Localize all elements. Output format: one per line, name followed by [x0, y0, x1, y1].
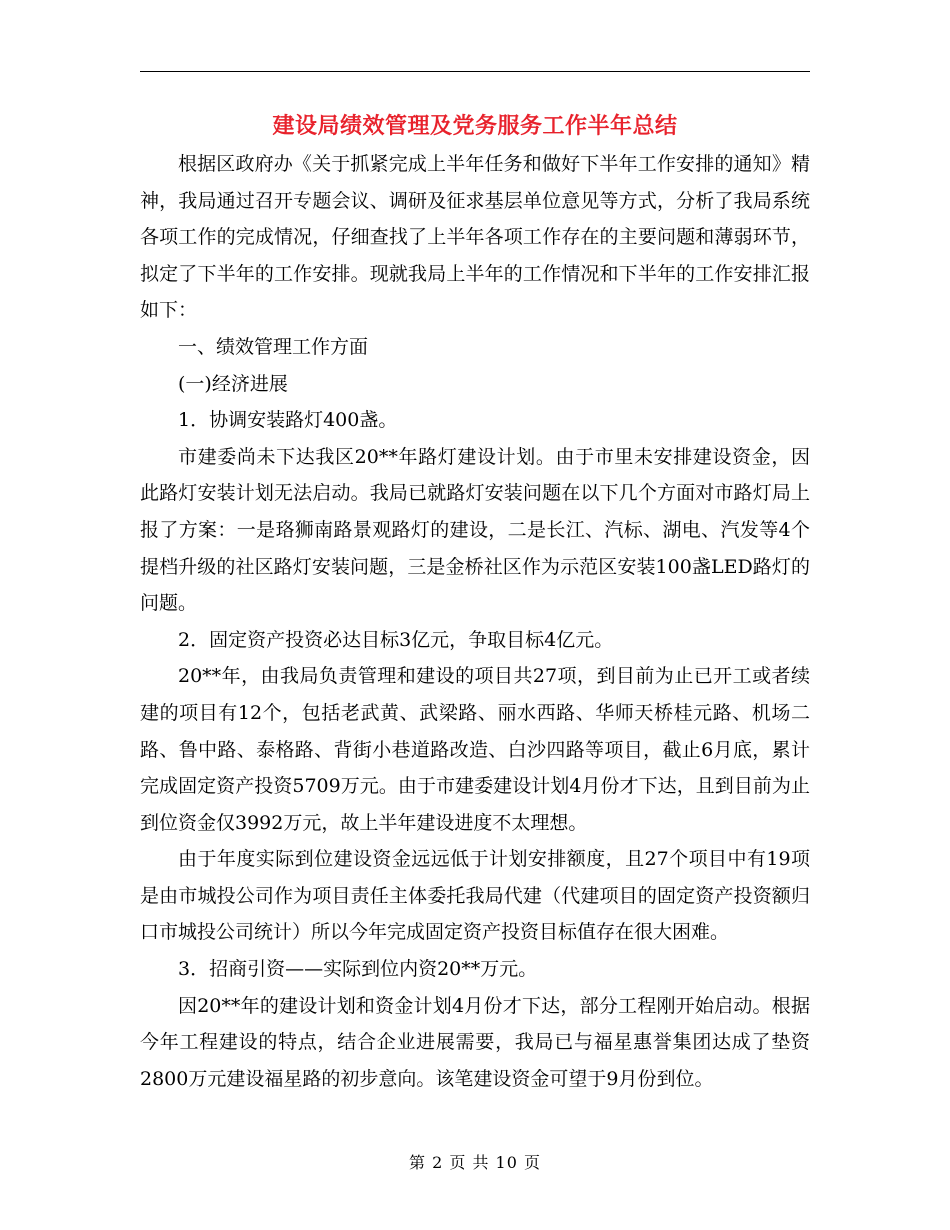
- item-heading: 2．固定资产投资必达目标3亿元，争取目标4亿元。: [178, 628, 614, 651]
- item-heading: 3．招商引资——实际到位内资20**万元。: [178, 958, 538, 981]
- document-body: [140, 146, 810, 1097]
- paragraph: 20**年，由我局负责管理和建设的项目共27项，到目前为止已开工或者续建的项目有12个，包括老武黄、武梁路、丽水西路、华师天桥桂元路、机场二路、鲁中路、泰格路、背街小巷道路改造、白沙四路等项目，截止6月底，累计完成固定资产投资5709万元。由于市建委建设计划4月份才下达，且到目前为止到位资金仅3992万元，故上半年建设进度不太理想。: [140, 665, 810, 834]
- section-heading: 一、绩效管理工作方面: [178, 335, 369, 358]
- item-heading: 1．协调安装路灯400盏。: [178, 409, 398, 432]
- paragraph: 市建委尚未下达我区20**年路灯建设计划。由于市里未安排建设资金，因此路灯安装计划无法启动。我局已就路灯安装问题在以下几个方面对市路灯局上报了方案：一是珞狮南路景观路灯的建设，二是长江、汽标、湖电、汽发等4个提档升级的社区路灯安装问题，三是金桥社区作为示范区安装100盏LED路灯的问题。: [140, 445, 810, 615]
- page-number-footer: 第 2 页 共 10 页: [409, 1153, 541, 1172]
- paragraph: 因20**年的建设计划和资金计划4月份才下达，部分工程刚开始启动。根据今年工程建设的特点，结合企业进展需要，我局已与福星惠誉集团达成了垫资2800万元建设福星路的初步意向。该笔建设资金可望于9月份到位。: [140, 994, 810, 1090]
- header-rule: [140, 71, 810, 72]
- paragraph: 由于年度实际到位建设资金远远低于计划安排额度，且27个项目中有19项是由市城投公司作为项目责任主体委托我局代建（代建项目的固定资产投资额归口市城投公司统计）所以今年完成固定资产投资目标值存在很大困难。: [140, 848, 810, 944]
- document-title: 建设局绩效管理及党务服务工作半年总结: [272, 113, 678, 139]
- subsection-heading: (一)经济进展: [178, 372, 288, 395]
- paragraph-intro: 根据区政府办《关于抓紧完成上半年任务和做好下半年工作安排的通知》精神，我局通过召开专题会议、调研及征求基层单位意见等方式，分析了我局系统各项工作的完成情况，仔细查找了上半年各项工作存在的主要问题和薄弱环节，拟定了下半年的工作安排。现就我局上半年的工作情况和下半年的工作安排汇报如下：: [140, 153, 810, 322]
